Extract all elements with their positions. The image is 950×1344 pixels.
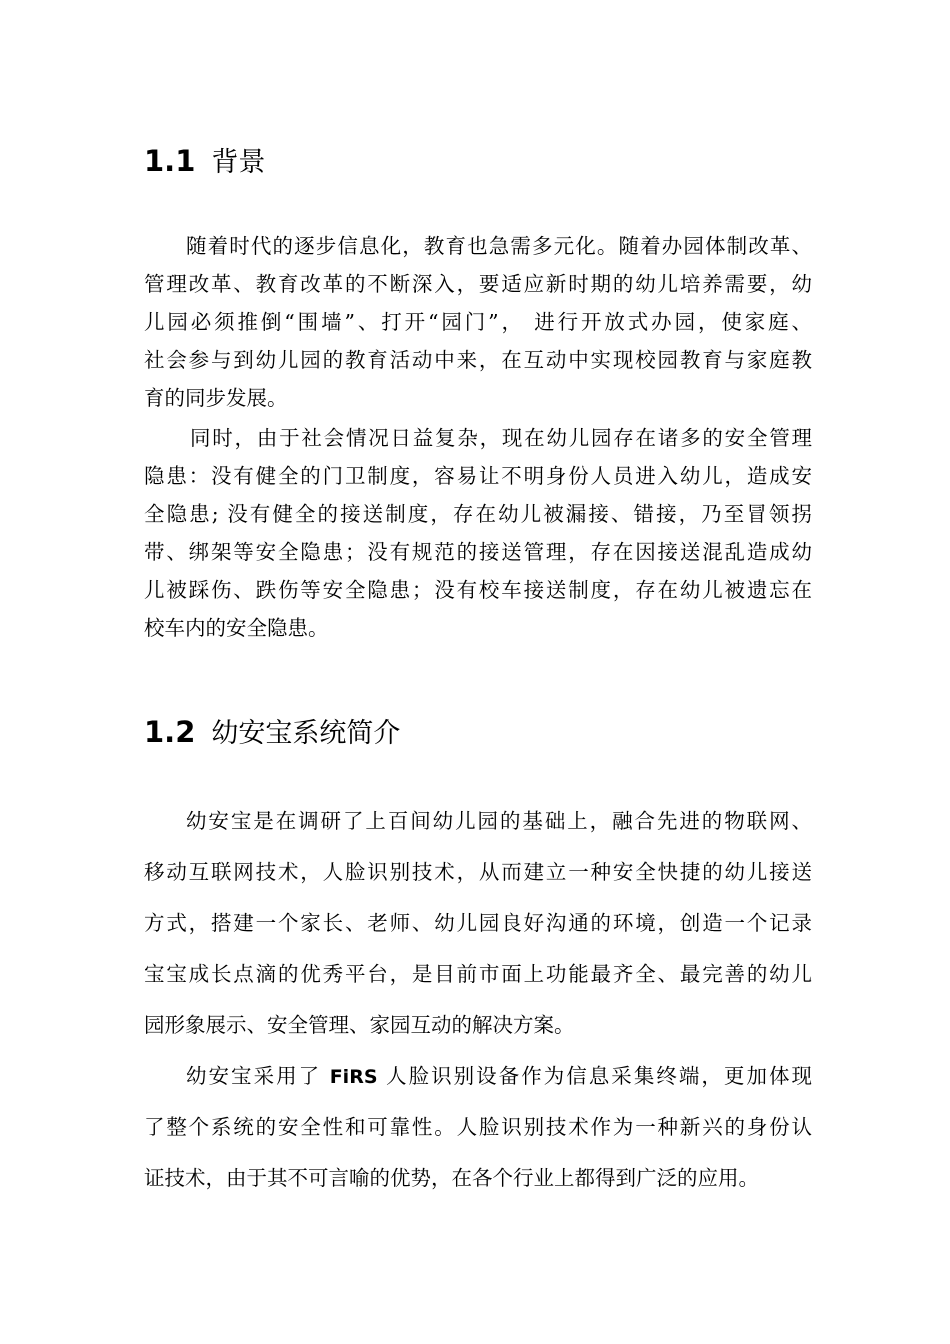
text-line — [144, 1051, 812, 1102]
section-heading-1-1 — [144, 140, 265, 179]
text-line: 幼安宝是在调研了上百间幼儿园的基础上，融合先进的物联网、 — [186, 809, 812, 833]
brand-name: FiRS — [329, 1066, 378, 1088]
text-line: 随着时代的逐步信息化，教育也急需多元化。随着办园体制改革、 — [186, 234, 812, 258]
text-line: 移动互联网技术，人脸识别技术，从而建立一种安全快捷的幼儿接送 — [144, 860, 812, 884]
text-line: 方式，搭建一个家长、老师、幼儿园良好沟通的环境，创造一个记录 — [144, 911, 812, 935]
paragraph-background-1 — [144, 227, 812, 417]
text-line: 园形象展示、安全管理、家园互动的解决方案。 — [144, 1013, 575, 1037]
section-number: 1.1 — [144, 144, 196, 178]
text-line: 校车内的安全隐患。 — [144, 616, 329, 640]
section-title: 背景 — [211, 147, 266, 178]
text-line: 了整个系统的安全性和可靠性。人脸识别技术作为一种新兴的身份认 — [144, 1115, 812, 1139]
section-heading-1-2 — [144, 711, 400, 750]
text-line: 全隐患; 没有健全的接送制度，存在幼儿被漏接、错接，乃至冒领拐 — [144, 502, 812, 526]
text-line: 同时，由于社会情况日益复杂，现在幼儿园存在诸多的安全管理 — [190, 426, 812, 450]
section-number: 1.2 — [144, 715, 196, 749]
text-line: 育的同步发展。 — [144, 386, 288, 410]
text-line: 带、绑架等安全隐患；没有规范的接送管理，存在因接送混乱造成幼 — [144, 540, 812, 564]
text-line: 社会参与到幼儿园的教育活动中来，在互动中实现校园教育与家庭教 — [144, 348, 812, 372]
text-line: 管理改革、教育改革的不断深入，要适应新时期的幼儿培养需要，幼 — [144, 272, 812, 296]
section-title: 幼安宝系统简介 — [211, 718, 401, 749]
text-line: 宝宝成长点滴的优秀平台，是目前市面上功能最齐全、最完善的幼儿 — [144, 962, 812, 986]
text-line: 儿被踩伤、跌伤等安全隐患；没有校车接送制度，存在幼儿被遗忘在 — [144, 578, 812, 602]
text-segment: 幼安宝采用了 — [186, 1064, 330, 1088]
text-line: 证技术，由于其不可言喻的优势，在各个行业上都得到广泛的应用。 — [144, 1166, 759, 1190]
text-line: 儿园必须推倒“围墙”、打开“园门”， 进行开放式办园，使家庭、 — [144, 310, 812, 334]
text-line: 隐患：没有健全的门卫制度，容易让不明身份人员进入幼儿，造成安 — [144, 464, 812, 488]
paragraph-background-2 — [144, 419, 812, 647]
paragraph-intro-2 — [144, 1051, 812, 1204]
text-segment: 人脸识别设备作为信息采集终端，更加体现 — [377, 1064, 812, 1088]
paragraph-intro-1 — [144, 796, 812, 1051]
